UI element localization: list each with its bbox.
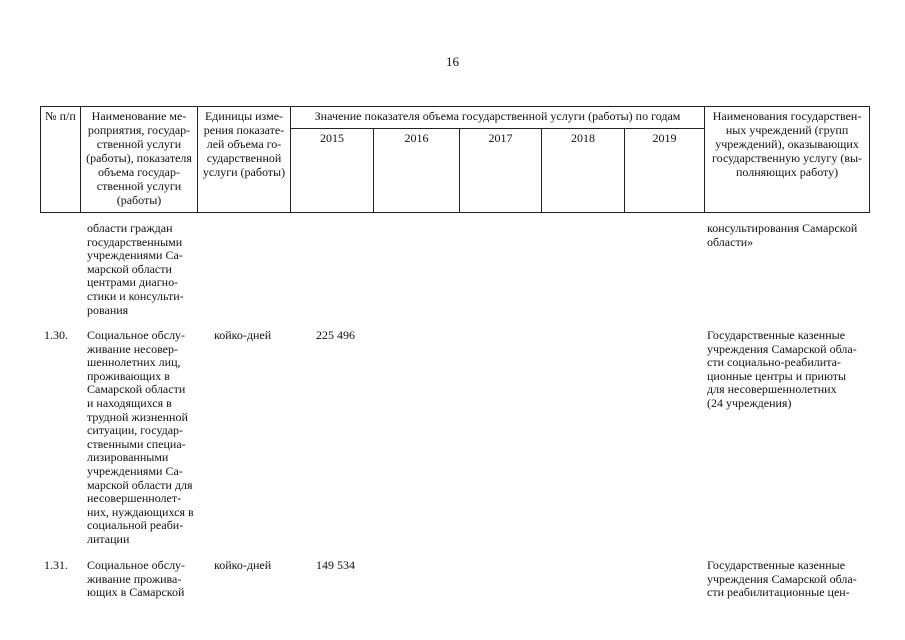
row-number: 1.30. bbox=[44, 328, 68, 342]
header-year-2016: 2016 bbox=[374, 129, 460, 213]
header-number-col: № п/п bbox=[41, 107, 81, 213]
row-number: 1.31. bbox=[44, 558, 68, 572]
row-unit: койко-дней bbox=[214, 328, 272, 342]
row-value-2015: 225 496 bbox=[316, 328, 355, 342]
header-institutions-col: Наименования государствен- ных учреждений (групп учреждений), оказывающих государственную услугу (вы- полняющих работу) bbox=[705, 107, 870, 213]
table-header bbox=[40, 106, 870, 213]
row-continuation-institutions: консультирования Самарской области» bbox=[707, 221, 858, 249]
header-values-title: Значение показателя объема государственной услуги (работы) по годам bbox=[291, 107, 705, 129]
page-number: 16 bbox=[446, 54, 459, 69]
row-institutions: Государственные казенные учреждения Самарской обла- сти реабилитационные цен- bbox=[707, 558, 857, 600]
header-year-2019: 2019 bbox=[625, 129, 705, 213]
row-unit: койко-дней bbox=[214, 558, 272, 572]
header-year-2018: 2018 bbox=[542, 129, 625, 213]
header-name-col: Наименование ме- роприятия, государ- ственной услуги (работы), показателя объема государ- ственной услуги (работы) bbox=[81, 107, 198, 213]
header-units-col: Единицы изме- рения показате- лей объема го- сударственной услуги (работы) bbox=[198, 107, 291, 213]
row-continuation-name: области граждан государственными учреждениями Са- марской области центрами диагно- стики и консульти- рования bbox=[87, 221, 184, 317]
header-year-2017: 2017 bbox=[460, 129, 542, 213]
row-institutions: Государственные казенные учреждения Самарской обла- сти социально-реабилита- ционные центры и приюты для несовершеннолетних (24 учреждения) bbox=[707, 328, 857, 410]
row-value-2015: 149 534 bbox=[316, 558, 355, 572]
row-name: Социальное обслу- живание прожива- ющих в Самарской bbox=[87, 558, 186, 600]
row-name: Социальное обслу- живание несовер- шеннолетних лиц, проживающих в Самарской области и находящихся в трудной жизненной ситуации, государ- ственными специа- лизированными учреждениями Са- марской области для несовершеннолет- них, нуждающихся в социальной реаби- литации bbox=[87, 328, 194, 546]
header-year-2015: 2015 bbox=[291, 129, 374, 213]
